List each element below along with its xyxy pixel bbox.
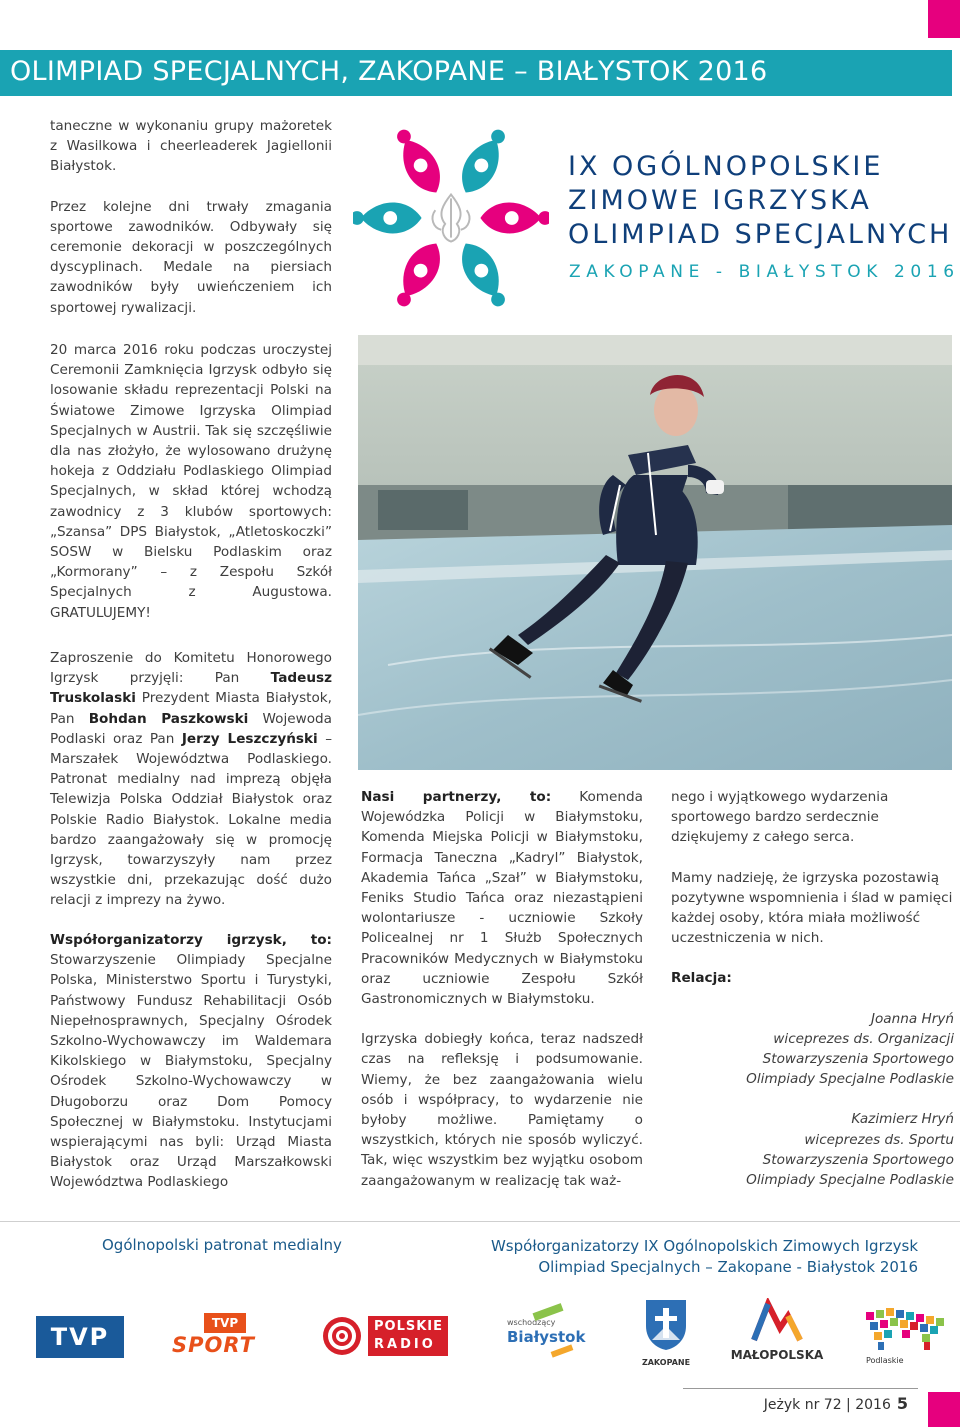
co-organizers-label [490, 1236, 918, 1278]
paragraph: taneczne w wykonaniu grupy mażoretek z Wasilkowa i cheerleaderek Jagiellonii Białystok. [50, 118, 332, 175]
page-footer [700, 1394, 908, 1413]
zakopane-crest-icon [638, 1296, 694, 1352]
event-subtitle: ZAKOPANE - BIAŁYSTOK 2016 [569, 262, 960, 282]
signature-name: Kazimierz Hryń [851, 1111, 954, 1128]
zakopane-text: ZAKOPANE [641, 1358, 691, 1367]
radio-text-1: POLSKIE [374, 1319, 444, 1334]
malopolska-logo [728, 1298, 826, 1360]
malopolska-text: MAŁOPOLSKA [730, 1348, 824, 1362]
page-title: OLIMPIAD SPECJALNYCH, ZAKOPANE – BIAŁYSTOK 2016 [10, 56, 768, 87]
signature-org: Stowarzyszenia Sportowego [762, 1151, 954, 1168]
signature-2 [671, 1109, 954, 1190]
signature-role: wiceprezes ds. Sportu [804, 1131, 954, 1148]
page-corner-tab-bottom [928, 1392, 960, 1427]
header-band [0, 50, 952, 96]
paragraph: Współorganizatorzy igrzysk, to: Stowarzyszenie Olimpiady Specjalne Polska, Ministerstwo Sportu i Turystyki, Państwowy Fundusz Rehabilitacji Osób Niepełnosprawnych, Specjalny Ośrodek Szkolno-Wychowawczy im Waldemara Kikolskiego w Białymstoku, Specjalny Ośrodek Szkolno-Wychowawczy w Długoborzu oraz Dom Pomocy Społecznej w Białymstoku. Instytucjami wspierającymi nas byli: Urząd Miasta Białystok oraz Urząd Marszałkowski Województwa Podlaskiego [50, 932, 332, 1191]
podlaskie-text: Podlaskie [866, 1356, 904, 1365]
tvp-sport-text: SPORT [172, 1333, 255, 1357]
paragraph: Nasi partnerzy, to: Komenda Wojewódzka Policji w Białymstoku, Komenda Miejska Policji w Białymstoku, Formacja Taneczna „Kadryl” Białystok, Akademia Tańca „Szał” w Białymstoku, Feniks Studio Tańca oraz niezastąpieni wolontariusze - uczniowie Szkoły Policealnej nr 1 Służb Społecznych Pracowników Medycznych w Białymstoku oraz uczniowie Zespołu Szkół Gastronomicznych w Białymstoku. [361, 789, 643, 1008]
relacja-label: Relacja: [671, 970, 732, 987]
event-flower-logo [353, 118, 549, 318]
footer-divider [0, 1221, 960, 1222]
paragraph: nego i wyjątkowego wydarzenia sportowego bardzo serdecznie dziękujemy z całego serca. [671, 789, 889, 846]
radio-target-icon [320, 1316, 364, 1356]
media-patronage-label: Ogólnopolski patronat medialny [102, 1236, 342, 1254]
paragraph: Zaproszenie do Komitetu Honorowego Igrzysk przyjęli: Pan Tadeusz Truskolaski Prezydent Miasta Białystok, Pan Bohdan Paszkowski Wojewoda Podlaski oraz Pan Jerzy Leszczyński – Marszałek Województwa Podlaskiego. Patronat medialny nad imprezą objęła Telewizja Polska Oddział Białystok oraz Polskie Radio Białystok. Lokalne media bardzo zaangażowały się w promocję Igrzysk, towarzyszyły nam przez wszystkie dni, przekazując dość dużo relacji z imprezy na żywo. [50, 650, 333, 909]
magazine-issue: Jeżyk nr 72 | 2016 [763, 1397, 891, 1413]
polskie-radio-logo [320, 1316, 448, 1356]
left-paragraph-2 [50, 340, 332, 643]
signature-1 [671, 1009, 954, 1090]
signature-name: Joanna Hryń [870, 1010, 954, 1027]
tvp-sport-logo [172, 1313, 280, 1359]
signature-org: Olimpiady Specjalne Podlaskie [746, 1172, 954, 1189]
event-title-line: ZIMOWE IGRZYSKA [568, 185, 872, 216]
left-paragraph-4 [50, 930, 332, 1213]
paragraph: Przez kolejne dni trwały zmagania sportowe zawodników. Odbywały się ceremonie dekoracji w poszczególnych dyscyplinach. Medale na piersiach zawodników były uwieńczeniem ich sportowej rywalizacji. [50, 198, 332, 316]
page-number: 5 [896, 1394, 908, 1413]
co-organizers-line: Olimpiad Specjalnych – Zakopane - Białystok 2016 [538, 1258, 918, 1276]
radio-text-2: RADIO [374, 1337, 436, 1352]
page-corner-tab [928, 0, 960, 38]
middle-column [361, 787, 643, 1211]
podlaskie-logo [862, 1306, 954, 1365]
signature-org: Stowarzyszenia Sportowego [762, 1051, 954, 1068]
bialystok-logo [503, 1306, 586, 1362]
event-title-line: OLIMPIAD SPECJALNYCH [568, 219, 953, 250]
co-organizers-line: Współorganizatorzy IX Ogólnopolskich Zimowych Igrzysk [490, 1237, 918, 1255]
tvp-logo [36, 1316, 124, 1358]
event-title-line: IX OGÓLNOPOLSKIE [568, 151, 884, 182]
right-column [671, 787, 954, 1190]
left-paragraph-3 [50, 648, 332, 931]
paragraph: 20 marca 2016 roku podczas uroczystej Ceremonii Zamknięcia Igrzysk odbyło się losowanie składu reprezentacji Polski na Światowe Zimowe Igrzyska Olimpiad Specjalnych w Austrii. Tak się szczęśliwie dla nas złożyło, że wylosowano drużynę hokeja z Oddziału Podlaskiego Olimpiad Specjalnych, w skład której wchodzą zawodnicy z 3 klubów sportowych: „Szansa” DPS Białystok, „Atletoskoczki” SOSW w Bielsku Podlaskim oraz „Kormorany” – z Zespołu Szkół Specjalnych z Augustowa. GRATULUJEMY! [50, 342, 332, 621]
bialystok-text: Białystok [507, 1328, 586, 1346]
tvp-sport-top-text: TVP [211, 1316, 239, 1330]
speed-skater-photo [358, 335, 952, 770]
malopolska-mountains-icon [728, 1298, 826, 1342]
bialystok-small-text: wschodzący [507, 1318, 556, 1327]
signature-role: wiceprezes ds. Organizacji [773, 1030, 954, 1047]
left-paragraph-1 [50, 116, 332, 338]
event-title [568, 150, 958, 252]
signature-org: Olimpiady Specjalne Podlaskie [746, 1071, 954, 1088]
zakopane-logo [638, 1296, 694, 1366]
paragraph: Mamy nadzieję, że igrzyska pozostawią pozytywne wspomnienia i ślad w pamięci każdej osoby, która miała możliwość uczestniczenia w nich. [671, 869, 953, 947]
tvp-logo-text: TVP [50, 1323, 110, 1351]
page-footer-rule [683, 1388, 918, 1389]
paragraph: Igrzyska dobiegły końca, teraz nadszedł czas na refleksję i podsumowanie. Wiemy, że bez zaangażowania wielu osób i współpracy, to wydarzenie nie byłoby możliwe. Pamiętamy o wszystkich, których nie sposób wyliczyć. Tak, więc wszystkim bez wyjątku osobom zaangażowanym w realizację tak waż- [361, 1031, 643, 1189]
podlaskie-bison-icon [862, 1306, 954, 1350]
